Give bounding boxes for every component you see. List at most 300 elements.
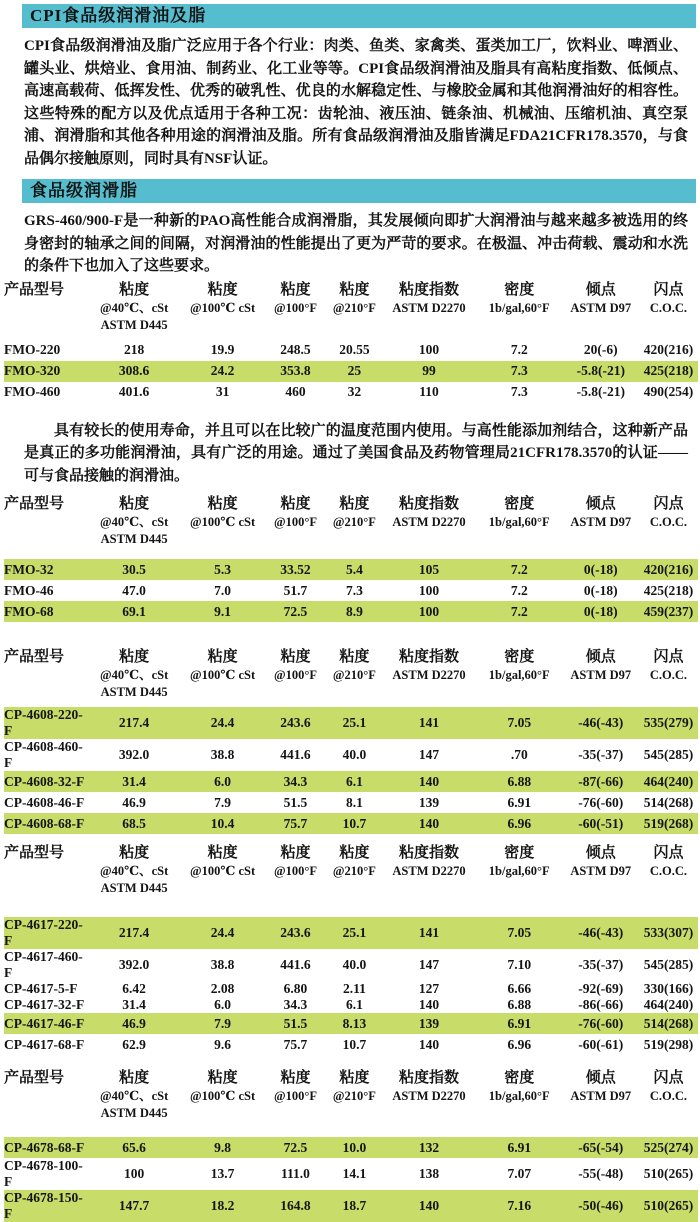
cell-value: 6.1 xyxy=(345,997,363,1012)
column-header xyxy=(264,844,326,897)
cell-value: 18.2 xyxy=(210,1198,235,1213)
column-header xyxy=(476,495,563,548)
column-header-line: 产品型号 xyxy=(4,496,65,512)
column-header-line: 密度 xyxy=(504,845,535,861)
column-header xyxy=(382,495,476,548)
cell-value: 248.5 xyxy=(280,342,311,357)
cell-value: 147.7 xyxy=(118,1198,150,1213)
column-header-line: ASTM D97 xyxy=(570,1089,632,1103)
cell-value: 7.3 xyxy=(510,384,528,399)
column-header xyxy=(639,495,698,548)
cell-value: 6.0 xyxy=(214,997,232,1012)
column-header xyxy=(327,1069,383,1122)
table-row xyxy=(4,949,698,981)
cell-value: 420(216) xyxy=(643,342,694,357)
column-header-line: @210°F xyxy=(332,864,376,878)
product-model: CP-4608-220-F xyxy=(4,707,83,738)
cell-value: 2.11 xyxy=(342,981,366,996)
column-header xyxy=(563,281,639,334)
cell-value: 40.0 xyxy=(342,747,367,762)
section-title-main-label: CPI食品级润滑油及脂 xyxy=(30,6,207,25)
column-header-line: C.O.C. xyxy=(649,668,688,682)
column-header-line: ASTM D445 xyxy=(100,1106,168,1120)
column-header-line: 粘度指数 xyxy=(399,649,460,665)
column-header-line: ASTM D2270 xyxy=(392,515,466,529)
column-header xyxy=(476,281,563,334)
header-row xyxy=(4,281,698,334)
cell-value: 7.3 xyxy=(510,363,528,378)
cell-value: 31.4 xyxy=(122,997,146,1012)
column-header-line: 粘度 xyxy=(280,496,311,512)
column-header-line: 密度 xyxy=(504,649,535,665)
column-header xyxy=(181,1069,264,1122)
cell-value: 140 xyxy=(418,815,440,831)
cell-value: 31.4 xyxy=(122,773,146,789)
cell-value: 69.1 xyxy=(122,603,146,619)
column-header-line: 1b/gal,60°F xyxy=(488,515,550,529)
cell-value: 441.6 xyxy=(280,747,311,762)
product-model: FMO-32 xyxy=(4,561,54,577)
column-header-line: @100℃ cSt xyxy=(190,515,256,529)
column-header-line: 1b/gal,60°F xyxy=(488,864,550,878)
column-header-line: C.O.C. xyxy=(649,1089,688,1103)
cp-4617-series-table xyxy=(4,844,698,1055)
cell-value: -76(-60) xyxy=(578,1015,624,1031)
column-header-line: 粘度 xyxy=(119,496,150,512)
product-model: CP-4608-32-F xyxy=(4,773,85,789)
cell-value: 132 xyxy=(418,1139,440,1155)
column-header-line: C.O.C. xyxy=(649,300,688,315)
column-header xyxy=(639,648,698,701)
column-header-line: @40℃、cSt xyxy=(99,300,169,315)
cell-value: 75.7 xyxy=(283,815,308,831)
column-header xyxy=(382,648,476,701)
column-header xyxy=(563,844,639,897)
cell-value: 100 xyxy=(418,582,440,598)
cell-value: 147 xyxy=(418,957,440,972)
column-header xyxy=(87,281,181,334)
column-header-line: ASTM D445 xyxy=(100,685,168,699)
cell-value: 7.9 xyxy=(214,794,232,810)
cell-value: 24.4 xyxy=(210,925,235,940)
cell-value: 140 xyxy=(418,1198,440,1213)
cell-value: 533(307) xyxy=(643,925,694,940)
cell-value: 9.8 xyxy=(214,1139,232,1155)
cell-value: 464(240) xyxy=(643,997,694,1012)
table-row xyxy=(4,1158,698,1190)
column-header-line: ASTM D97 xyxy=(570,864,632,878)
column-header xyxy=(87,844,181,897)
column-header-line: 倾点 xyxy=(585,281,616,298)
cell-value: 459(237) xyxy=(643,603,694,619)
cell-value: 72.5 xyxy=(283,1139,308,1155)
fmo-heavy-series-table xyxy=(4,281,698,403)
grease-paragraph: GRS-460/900-F是一种新的PAO高性能合成润滑脂，其发展倾向即扩大润滑油与越来越多被选用的终身密封的轴承之间的间隔，对润滑油的性能提出了更为严苛的要求。在极温、冲击荷载、震动和水洗的条件下也加入了这些要求。 xyxy=(24,213,688,274)
cell-value: 38.8 xyxy=(210,747,235,762)
cell-value: 243.6 xyxy=(280,715,311,730)
cell-value: 164.8 xyxy=(280,1198,311,1213)
column-header-line: ASTM D445 xyxy=(100,317,168,332)
cell-value: 6.88 xyxy=(507,773,532,789)
column-header xyxy=(382,1069,476,1122)
cell-value: -60(-61) xyxy=(578,1036,624,1052)
product-model: CP-4678-150-F xyxy=(4,1190,83,1221)
cell-value: 141 xyxy=(418,715,440,730)
table-row xyxy=(4,1034,698,1055)
table-row xyxy=(4,1013,698,1034)
cell-value: 420(216) xyxy=(643,561,694,577)
column-header-line: 密度 xyxy=(504,496,535,512)
column-header xyxy=(181,281,264,334)
cell-value: 510(265) xyxy=(643,1166,694,1181)
column-header xyxy=(563,648,639,701)
column-header xyxy=(476,844,563,897)
cell-value: 0(-18) xyxy=(583,582,618,598)
column-header xyxy=(264,495,326,548)
cell-value: 535(279) xyxy=(643,715,694,730)
column-header-line: 1b/gal,60°F xyxy=(488,1089,550,1103)
cell-value: 6.1 xyxy=(345,773,363,789)
cell-value: 7.0 xyxy=(214,582,232,598)
cell-value: 10.7 xyxy=(342,815,367,831)
cell-value: 75.7 xyxy=(283,1036,308,1052)
column-header-line: 粘度 xyxy=(339,845,370,861)
column-header xyxy=(264,281,326,334)
column-header-line: 粘度 xyxy=(207,649,238,665)
column-header-line: 产品型号 xyxy=(4,649,65,665)
column-header-line: 粘度 xyxy=(207,1070,238,1086)
cell-value: 514(268) xyxy=(643,794,694,810)
column-header-line: ASTM D97 xyxy=(570,668,632,682)
cell-value: 100 xyxy=(123,1166,145,1181)
product-model: CP-4617-68-F xyxy=(4,1036,85,1052)
cell-value: 7.2 xyxy=(510,342,528,357)
column-header xyxy=(264,1069,326,1122)
cell-value: 30.5 xyxy=(122,561,146,577)
cell-value: 490(254) xyxy=(643,384,694,399)
cell-value: 9.1 xyxy=(214,603,232,619)
cell-value: 510(265) xyxy=(643,1198,694,1213)
column-header-model xyxy=(4,648,87,701)
column-header-model xyxy=(4,281,87,334)
cell-value: 141 xyxy=(418,925,440,940)
column-header-line: @100°F xyxy=(273,864,317,878)
column-header-line: 粘度 xyxy=(119,845,150,861)
cell-value: 10.4 xyxy=(210,815,235,831)
column-header-line: 粘度 xyxy=(339,496,370,512)
cell-value: 33.52 xyxy=(280,561,311,577)
column-header-line: 倾点 xyxy=(585,496,616,512)
cell-value: 7.05 xyxy=(507,715,532,730)
cell-value: -50(-46) xyxy=(578,1198,624,1213)
cell-value: 25 xyxy=(347,363,362,378)
table-row xyxy=(4,981,698,997)
benefits-paragraph: 具有较长的使用寿命，并且可以在比较广的温度范围内使用。与高性能添加剂结合，这种新产品是真正的多功能润滑油，具有广泛的用途。通过了美国食品及药物管理局21CFR178.3570的认证——可与食品接触的润滑油。 xyxy=(24,422,688,484)
cell-value: 353.8 xyxy=(280,363,311,378)
table-row xyxy=(4,917,698,949)
column-header-line: 粘度指数 xyxy=(399,1070,460,1086)
cell-value: 243.6 xyxy=(280,925,311,940)
cell-value: 47.0 xyxy=(122,582,146,598)
product-model: CP-4617-46-F xyxy=(4,1015,85,1031)
column-header-line: 密度 xyxy=(504,281,535,298)
table-row xyxy=(4,792,698,813)
cell-value: 105 xyxy=(418,561,440,577)
cell-value: 38.8 xyxy=(210,957,235,972)
cell-value: 20.55 xyxy=(339,342,370,357)
cell-value: 14.1 xyxy=(342,1166,367,1181)
cell-value: 330(166) xyxy=(643,981,694,996)
column-header-line: 粘度 xyxy=(280,281,311,298)
table-row xyxy=(4,1137,698,1158)
cell-value: 6.88 xyxy=(507,997,532,1012)
column-header-line: ASTM D2270 xyxy=(392,1089,466,1103)
column-header-line: 闪点 xyxy=(653,496,684,512)
fmo-light-series-table xyxy=(4,495,698,622)
column-header-line: @40℃、cSt xyxy=(99,864,169,878)
product-model: FMO-68 xyxy=(4,603,54,619)
cell-value: 139 xyxy=(418,1015,440,1031)
cell-value: 6.91 xyxy=(507,1139,532,1155)
product-model: FMO-320 xyxy=(4,363,61,378)
cell-value: 6.91 xyxy=(507,1015,532,1031)
cell-value: -46(-43) xyxy=(578,925,624,940)
cell-value: 24.4 xyxy=(210,715,235,730)
cell-value: 24.2 xyxy=(210,363,235,378)
column-header-line: @100°F xyxy=(273,1089,317,1103)
column-header-line: ASTM D97 xyxy=(570,300,632,315)
cell-value: 519(298) xyxy=(643,1036,694,1052)
column-header-line: 粘度 xyxy=(339,649,370,665)
product-model: CP-4608-46-F xyxy=(4,794,85,810)
cell-value: 140 xyxy=(418,773,440,789)
column-header-line: 粘度 xyxy=(280,845,311,861)
table-row xyxy=(4,707,698,739)
cell-value: 46.9 xyxy=(122,794,146,810)
cell-value: -87(-66) xyxy=(578,773,624,789)
cell-value: 100 xyxy=(418,603,440,619)
cell-value: 31 xyxy=(215,384,230,399)
column-header-line: @210°F xyxy=(332,515,376,529)
cell-value: 7.2 xyxy=(510,561,528,577)
table-row xyxy=(4,739,698,771)
column-header-line: @40℃、cSt xyxy=(99,515,169,529)
cell-value: 8.13 xyxy=(342,1015,367,1031)
cell-value: 25.1 xyxy=(342,925,367,940)
column-header-line: 粘度 xyxy=(280,649,311,665)
table-row xyxy=(4,580,698,601)
cell-value: 217.4 xyxy=(118,925,150,940)
product-model: CP-4678-100-F xyxy=(4,1158,83,1189)
column-header-line: 倾点 xyxy=(585,845,616,861)
column-header xyxy=(382,281,476,334)
product-model: FMO-46 xyxy=(4,582,54,598)
column-header-model xyxy=(4,1069,87,1122)
section-title-main xyxy=(22,4,696,28)
column-header xyxy=(87,648,181,701)
cell-value: 0(-18) xyxy=(583,603,618,619)
cell-value: 20(-6) xyxy=(583,342,618,357)
column-header xyxy=(87,495,181,548)
cell-value: 51.7 xyxy=(283,582,308,598)
header-row xyxy=(4,1069,698,1122)
column-header-line: 闪点 xyxy=(653,845,684,861)
cell-value: 68.5 xyxy=(122,815,146,831)
header-row xyxy=(4,495,698,548)
column-header xyxy=(476,1069,563,1122)
column-header xyxy=(639,1069,698,1122)
column-header-line: 产品型号 xyxy=(4,845,65,861)
cell-value: 19.9 xyxy=(210,342,235,357)
cell-value: 7.07 xyxy=(507,1166,532,1181)
cell-value: -5.8(-21) xyxy=(576,363,625,378)
column-header xyxy=(639,844,698,897)
cell-value: 514(268) xyxy=(643,1015,694,1031)
column-header xyxy=(327,844,383,897)
intro-paragraph: CPI食品级润滑油及脂广泛应用于各个行业：肉类、鱼类、家禽类、蛋类加工厂，饮料业、啤酒业、罐头业、烘焙业、食用油、制药业、化工业等等。CPI食品级润滑油及脂具有高粘度指数、低倾点、高速高载荷、低挥发性、优秀的破乳性、优良的水解稳定性、与橡胶金属和其他润滑油好的相容性。这些特殊的配方以及优点适用于各种工况：齿轮油、液压油、链条油、机械油、压缩机油、真空泵浦、润滑脂和其他各种用途的润滑油及脂。所有食品级润滑油及脂皆满足FDA21CFR178.3570，与食品偶尔接触原则，同时具有NSF认证。 xyxy=(24,38,688,167)
column-header-line: ASTM D97 xyxy=(570,515,632,529)
column-header-line: @210°F xyxy=(332,668,376,682)
cell-value: -60(-51) xyxy=(578,815,624,831)
cell-value: -76(-60) xyxy=(578,794,624,810)
cell-value: 10.0 xyxy=(342,1139,367,1155)
column-header-line: C.O.C. xyxy=(649,515,688,529)
product-model: CP-4617-32-F xyxy=(4,997,85,1012)
cell-value: 9.6 xyxy=(214,1036,232,1052)
cell-value: 7.2 xyxy=(510,582,528,598)
column-header-line: ASTM D2270 xyxy=(392,864,466,878)
cell-value: 7.3 xyxy=(345,582,363,598)
cell-value: 138 xyxy=(418,1166,440,1181)
cell-value: 127 xyxy=(418,981,440,996)
column-header xyxy=(563,495,639,548)
column-header xyxy=(181,844,264,897)
column-header-line: @210°F xyxy=(332,1089,376,1103)
column-header-line: @100°F xyxy=(273,668,317,682)
cell-value: 519(268) xyxy=(643,815,694,831)
cell-value: 6.80 xyxy=(283,981,308,996)
document-page xyxy=(0,4,700,1222)
cell-value: 8.9 xyxy=(345,603,363,619)
column-header-line: 粘度 xyxy=(119,281,150,298)
cell-value: 34.3 xyxy=(283,997,308,1012)
cell-value: 308.6 xyxy=(118,363,150,378)
product-model: CP-4617-220-F xyxy=(4,917,83,948)
cell-value: -55(-48) xyxy=(578,1166,624,1181)
cell-value: 392.0 xyxy=(118,747,150,762)
cell-value: 401.6 xyxy=(118,384,150,399)
cell-value: 545(285) xyxy=(643,747,694,762)
column-header xyxy=(327,495,383,548)
column-header-line: 粘度 xyxy=(339,281,370,298)
cell-value: -46(-43) xyxy=(578,715,624,730)
column-header-line: 产品型号 xyxy=(4,281,65,298)
cell-value: 10.7 xyxy=(342,1036,367,1052)
cell-value: 139 xyxy=(418,794,440,810)
cell-value: 6.96 xyxy=(507,815,532,831)
cell-value: 460 xyxy=(285,384,306,399)
cp-4608-series-table xyxy=(4,648,698,834)
column-header xyxy=(382,844,476,897)
column-header-line: 倾点 xyxy=(585,649,616,665)
cell-value: 217.4 xyxy=(118,715,150,730)
cell-value: 6.91 xyxy=(507,794,532,810)
column-header-line: ASTM D445 xyxy=(100,881,168,895)
cell-value: 425(218) xyxy=(643,582,694,598)
product-model: CP-4617-5-F xyxy=(4,981,78,996)
cell-value: 7.9 xyxy=(214,1015,232,1031)
cell-value: 72.5 xyxy=(283,603,308,619)
cell-value: 5.4 xyxy=(345,561,363,577)
cell-value: .70 xyxy=(510,747,528,762)
section-title-grease xyxy=(22,179,696,203)
cell-value: 6.96 xyxy=(507,1036,532,1052)
cell-value: 40.0 xyxy=(342,957,367,972)
column-header-line: 粘度 xyxy=(339,1070,370,1086)
column-header-model xyxy=(4,844,87,897)
cell-value: 545(285) xyxy=(643,957,694,972)
table-row xyxy=(4,382,698,403)
cell-value: 51.5 xyxy=(283,1015,308,1031)
cell-value: -35(-37) xyxy=(578,957,624,972)
table-row xyxy=(4,559,698,580)
product-model: CP-4678-68-F xyxy=(4,1139,85,1155)
cell-value: 441.6 xyxy=(280,957,311,972)
column-header-line: ASTM D2270 xyxy=(392,668,466,682)
column-header-line: 粘度指数 xyxy=(399,496,460,512)
table-row xyxy=(4,997,698,1013)
column-header-line: 粘度 xyxy=(207,496,238,512)
column-header-line: 粘度 xyxy=(280,1070,311,1086)
cell-value: 7.2 xyxy=(510,603,528,619)
column-header-line: 倾点 xyxy=(585,1070,616,1086)
column-header xyxy=(264,648,326,701)
cell-value: -86(-66) xyxy=(578,997,624,1012)
cell-value: 110 xyxy=(419,384,439,399)
table-row xyxy=(4,361,698,382)
cell-value: 18.7 xyxy=(342,1198,367,1213)
cell-value: 111.0 xyxy=(281,1166,310,1181)
column-header-line: 闪点 xyxy=(653,649,684,665)
cell-value: 6.66 xyxy=(507,981,532,996)
column-header-line: 粘度 xyxy=(119,1070,150,1086)
table-row xyxy=(4,771,698,792)
column-header-line: @100℃ cSt xyxy=(190,300,256,315)
column-header xyxy=(639,281,698,334)
column-header-line: 粘度指数 xyxy=(399,845,460,861)
cell-value: 7.10 xyxy=(507,957,532,972)
table-row xyxy=(4,1190,698,1222)
cell-value: 62.9 xyxy=(122,1036,146,1052)
cell-value: 147 xyxy=(418,747,440,762)
column-header-line: @100℃ cSt xyxy=(190,668,256,682)
column-header-line: C.O.C. xyxy=(649,864,688,878)
product-model: FMO-220 xyxy=(4,342,61,357)
cell-value: -5.8(-21) xyxy=(576,384,625,399)
cell-value: 218 xyxy=(123,342,145,357)
column-header-line: @100℃ cSt xyxy=(190,864,256,878)
column-header-line: 密度 xyxy=(504,1070,535,1086)
cell-value: 6.42 xyxy=(122,981,146,996)
column-header xyxy=(327,648,383,701)
column-header xyxy=(476,648,563,701)
column-header-line: 闪点 xyxy=(653,281,684,298)
cell-value: 99 xyxy=(422,363,436,378)
cell-value: -35(-37) xyxy=(578,747,624,762)
product-model: CP-4608-68-F xyxy=(4,815,85,831)
cell-value: -65(-54) xyxy=(578,1139,624,1155)
column-header-line: @40℃、cSt xyxy=(99,668,169,682)
